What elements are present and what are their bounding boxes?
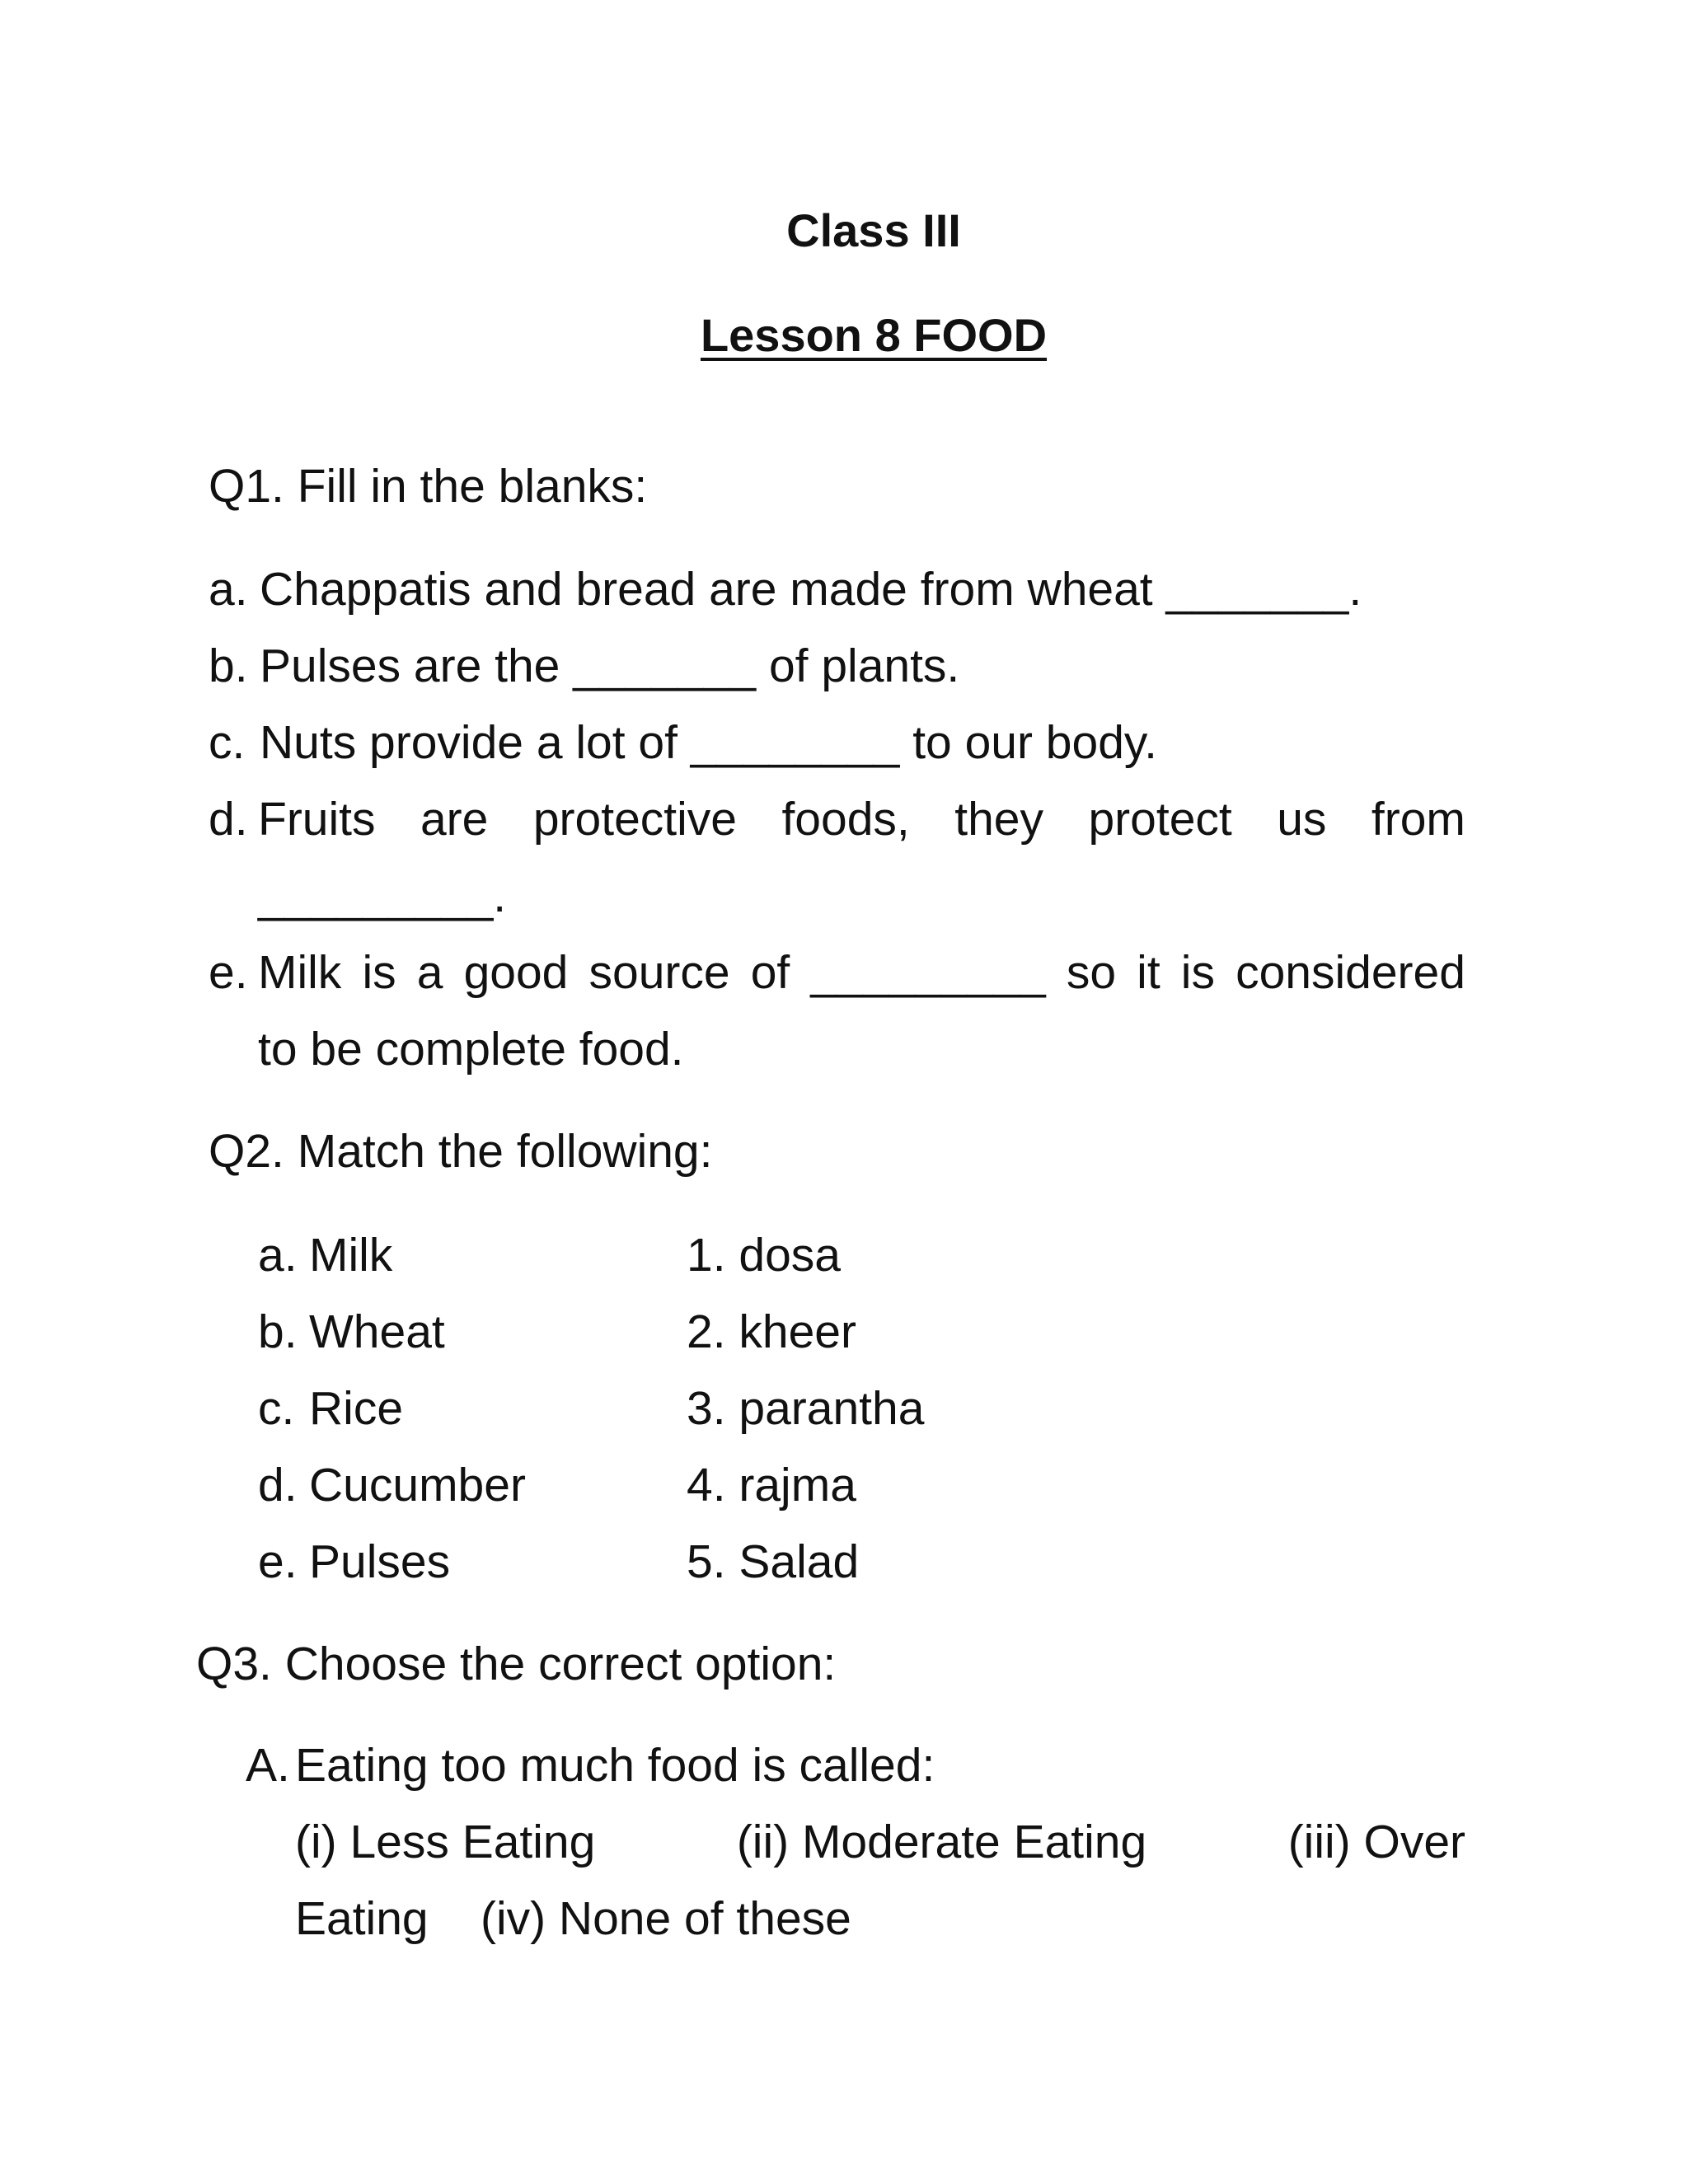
match-left-e bbox=[258, 1533, 670, 1591]
q1-item-label: d. bbox=[209, 793, 248, 846]
q1-item-label: c. bbox=[209, 716, 246, 769]
match-left-d bbox=[258, 1456, 670, 1514]
q1-item-text: Pulses are the _______ of plants. bbox=[260, 640, 960, 692]
word: are bbox=[420, 793, 489, 846]
q3-question-a bbox=[246, 1736, 1482, 1794]
q3-question-text: Eating too much food is called: bbox=[295, 1739, 935, 1792]
q1-item-label: a. bbox=[209, 563, 248, 616]
q1-item-d-line1 bbox=[258, 790, 1465, 848]
match-label: d. bbox=[258, 1459, 298, 1511]
match-left-a bbox=[258, 1226, 670, 1284]
match-right-1: 1. dosa bbox=[687, 1229, 841, 1282]
q1-item-e-line2: to be complete food. bbox=[258, 1023, 684, 1076]
q3-options-line1 bbox=[295, 1813, 1465, 1871]
q1-item-text: Chappatis and bread are made from wheat _______. bbox=[260, 563, 1362, 616]
word: is bbox=[362, 946, 396, 999]
q3-options-line2: Eating (iv) None of these bbox=[295, 1892, 851, 1945]
word: is bbox=[1180, 946, 1215, 999]
q1-item-b bbox=[209, 637, 1527, 695]
word: Fruits bbox=[258, 793, 376, 846]
q1-item-d bbox=[209, 790, 260, 848]
q1-item-label: e. bbox=[209, 946, 248, 999]
word: protective bbox=[532, 793, 737, 846]
match-label: b. bbox=[258, 1305, 298, 1358]
match-right-2: 2. kheer bbox=[687, 1305, 856, 1358]
word: it bbox=[1137, 946, 1160, 999]
option-2: (ii) Moderate Eating bbox=[736, 1816, 1147, 1868]
match-right-4: 4. rajma bbox=[687, 1459, 856, 1511]
word: Milk bbox=[258, 946, 342, 999]
lesson-title: Lesson 8 FOOD bbox=[700, 309, 1048, 361]
q1-item-e-line1 bbox=[258, 944, 1465, 1001]
match-left-c bbox=[258, 1380, 670, 1437]
match-label: c. bbox=[258, 1382, 295, 1435]
match-label: a. bbox=[258, 1229, 298, 1282]
match-text: Rice bbox=[309, 1382, 404, 1435]
match-text: Pulses bbox=[309, 1535, 451, 1588]
match-text: Milk bbox=[309, 1229, 393, 1282]
word: so bbox=[1066, 946, 1117, 999]
word: considered bbox=[1236, 946, 1465, 999]
match-right-5: 5. Salad bbox=[687, 1535, 860, 1588]
q1-item-d-line2: _________. bbox=[258, 869, 507, 922]
q1-item-text: Nuts provide a lot of ________ to our body. bbox=[260, 716, 1158, 769]
word: us bbox=[1277, 793, 1327, 846]
q1-item-label: b. bbox=[209, 640, 248, 692]
match-left-b bbox=[258, 1303, 670, 1361]
option-1: (i) Less Eating bbox=[295, 1816, 596, 1868]
q1-item-c bbox=[209, 714, 1527, 771]
q3-question-label: A. bbox=[246, 1739, 290, 1792]
q3-heading: Q3. Choose the correct option: bbox=[196, 1638, 837, 1690]
q1-heading: Q1. Fill in the blanks: bbox=[209, 460, 648, 513]
word: good bbox=[463, 946, 569, 999]
word: source bbox=[588, 946, 730, 999]
q1-item-a bbox=[209, 560, 1527, 618]
word: from bbox=[1371, 793, 1465, 846]
match-right-3: 3. parantha bbox=[687, 1382, 925, 1435]
option-3: (iii) Over bbox=[1287, 1816, 1465, 1868]
word: they bbox=[954, 793, 1043, 846]
word: protect bbox=[1088, 793, 1232, 846]
match-text: Cucumber bbox=[309, 1459, 526, 1511]
word: of bbox=[750, 946, 790, 999]
class-title: Class III bbox=[786, 204, 961, 256]
word: _________ bbox=[810, 946, 1046, 999]
q1-item-e bbox=[209, 944, 260, 1001]
match-text: Wheat bbox=[309, 1305, 445, 1358]
word: a bbox=[416, 946, 443, 999]
q2-heading: Q2. Match the following: bbox=[209, 1125, 713, 1178]
match-label: e. bbox=[258, 1535, 298, 1588]
word: foods, bbox=[781, 793, 910, 846]
